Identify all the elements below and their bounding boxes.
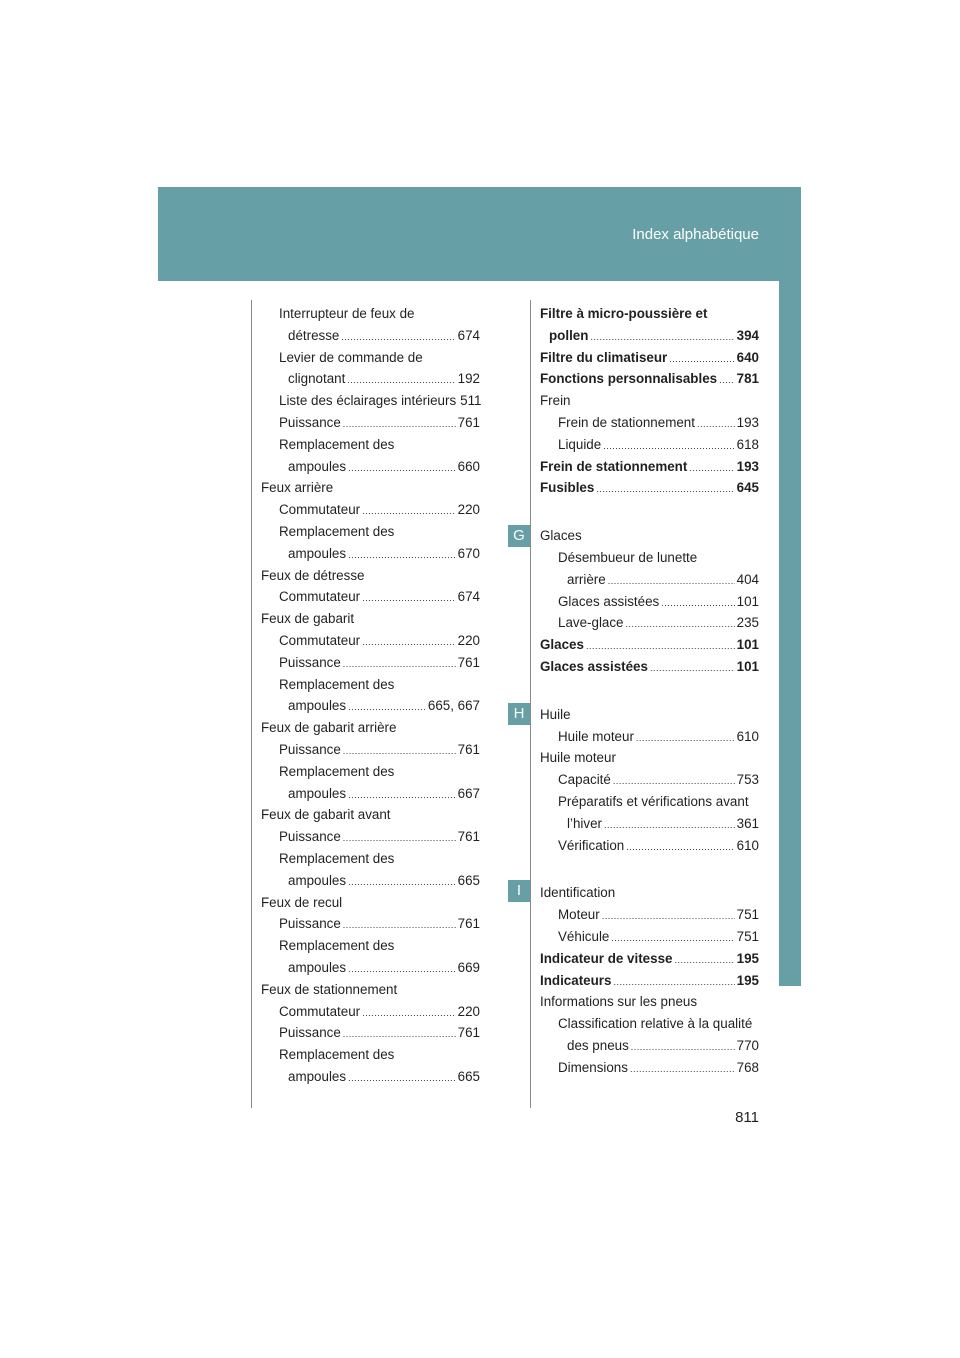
- index-entry: [540, 368, 759, 390]
- dot-leader: [343, 654, 456, 676]
- dot-leader: [586, 636, 735, 658]
- entry-page-ref[interactable]: 511: [460, 393, 482, 409]
- entry-page-ref[interactable]: 670: [457, 545, 480, 561]
- entry-page-ref[interactable]: 753: [736, 772, 759, 788]
- index-entry: Informations sur les pneus: [540, 994, 698, 1010]
- index-entry: Remplacement des: [279, 676, 395, 692]
- section-letter-h: H: [508, 703, 530, 725]
- index-group-i: [540, 882, 759, 1078]
- entry-page-ref[interactable]: 674: [457, 589, 480, 605]
- page-number: 811: [735, 1109, 759, 1126]
- entry-label: détresse: [288, 327, 340, 343]
- index-entry: [261, 412, 480, 434]
- entry-label: Frein de stationnement: [540, 458, 688, 474]
- dot-leader: [669, 349, 734, 371]
- dot-leader: [348, 872, 456, 894]
- left-index-column: [261, 303, 480, 1088]
- dot-leader: [650, 658, 735, 680]
- entry-page-ref[interactable]: 665, 667: [427, 698, 480, 714]
- dot-leader: [348, 697, 426, 719]
- entry-page-ref[interactable]: 235: [736, 615, 759, 631]
- dot-leader: [362, 1003, 456, 1025]
- index-entry: Feux de recul: [261, 894, 343, 910]
- entry-label: ampoules: [288, 545, 347, 561]
- index-entry: [540, 948, 759, 970]
- entry-page-ref[interactable]: 761: [457, 414, 480, 430]
- entry-label: ampoules: [288, 872, 347, 888]
- index-entry: Huile moteur: [540, 750, 616, 766]
- entry-page-ref[interactable]: 610: [736, 837, 759, 853]
- index-entry: [540, 1035, 759, 1057]
- index-entry: Remplacement des: [279, 938, 395, 954]
- entry-page-ref[interactable]: 768: [736, 1059, 759, 1075]
- entry-page-ref[interactable]: 193: [736, 414, 759, 430]
- index-entry: Remplacement des: [279, 763, 395, 779]
- dot-leader: [611, 928, 734, 950]
- entry-label: ampoules: [288, 959, 347, 975]
- entry-label: Glaces: [540, 637, 584, 653]
- dot-leader: [626, 837, 734, 859]
- entry-label: Fonctions personnalisables: [540, 371, 718, 387]
- dot-leader: [604, 815, 735, 837]
- index-entry: [261, 913, 480, 935]
- index-entry: Feux de gabarit arrière: [261, 720, 397, 736]
- dot-leader: [631, 1037, 735, 1059]
- dot-leader: [348, 785, 456, 807]
- entry-label: Lave-glace: [558, 615, 624, 631]
- dot-leader: [348, 545, 456, 567]
- index-entry: [540, 434, 759, 456]
- entry-label: des pneus: [567, 1037, 629, 1053]
- entry-page-ref[interactable]: 667: [457, 785, 480, 801]
- entry-page-ref[interactable]: 761: [457, 829, 480, 845]
- dot-leader: [343, 828, 456, 850]
- index-entry: Frein: [540, 393, 571, 409]
- dot-leader: [348, 1068, 456, 1090]
- dot-leader: [348, 458, 456, 480]
- entry-label: ampoules: [288, 698, 347, 714]
- dot-leader: [697, 414, 735, 436]
- entry-label: Puissance: [279, 1025, 341, 1041]
- index-entry: Remplacement des: [279, 850, 395, 866]
- index-entry: [540, 347, 759, 369]
- index-entry: [261, 390, 480, 412]
- dot-leader: [630, 1059, 735, 1081]
- index-entry: [261, 499, 480, 521]
- index-entry: [261, 652, 480, 674]
- dot-leader: [362, 588, 456, 610]
- index-entry: Feux arrière: [261, 480, 334, 496]
- dot-leader: [362, 632, 456, 654]
- index-entry: Préparatifs et vérifications avant: [558, 793, 749, 809]
- dot-leader: [602, 906, 735, 928]
- right-column-rule: [530, 300, 531, 1108]
- dot-leader: [661, 593, 734, 615]
- index-entry: [540, 970, 759, 992]
- index-entry: [540, 656, 759, 678]
- index-entry: Feux de détresse: [261, 567, 365, 583]
- index-entry: [540, 813, 759, 835]
- dot-leader: [348, 959, 456, 981]
- index-entry: [540, 591, 759, 613]
- index-entry: [261, 368, 480, 390]
- index-entry: [261, 957, 480, 979]
- entry-page-ref[interactable]: 674: [457, 327, 480, 343]
- index-entry: [261, 783, 480, 805]
- index-entry: [540, 634, 759, 656]
- entry-page-ref[interactable]: 761: [457, 916, 480, 932]
- dot-leader: [674, 950, 734, 972]
- entry-page-ref[interactable]: 761: [457, 741, 480, 757]
- entry-label: ampoules: [288, 458, 347, 474]
- entry-page-ref[interactable]: 665: [457, 872, 480, 888]
- dot-leader: [343, 915, 456, 937]
- entry-page-ref[interactable]: 610: [736, 728, 759, 744]
- entry-label: Indicateurs: [540, 972, 612, 988]
- entry-label: Puissance: [279, 414, 341, 430]
- entry-label: Capacité: [558, 772, 611, 788]
- index-entry: Remplacement des: [279, 1047, 395, 1063]
- index-entry: [261, 586, 480, 608]
- entry-label: Glaces assistées: [540, 658, 648, 674]
- dot-leader: [608, 571, 735, 593]
- entry-page-ref[interactable]: 770: [736, 1037, 759, 1053]
- index-entry: Interrupteur de feux de: [279, 306, 415, 321]
- entry-page-ref[interactable]: 101: [736, 593, 759, 609]
- index-entry: [261, 695, 480, 717]
- dot-leader: [719, 370, 735, 392]
- index-entry: [261, 325, 480, 347]
- entry-label: ampoules: [288, 1068, 347, 1084]
- dot-leader: [341, 327, 455, 349]
- entry-page-ref[interactable]: 669: [457, 959, 480, 975]
- entry-label: Fusibles: [540, 480, 595, 496]
- dot-leader: [343, 741, 456, 763]
- dot-leader: [613, 771, 735, 793]
- dot-leader: [626, 614, 735, 636]
- index-entry: [540, 926, 759, 948]
- entry-label: Commutateur: [279, 589, 361, 605]
- entry-page-ref[interactable]: 192: [457, 371, 480, 387]
- index-entry: [261, 870, 480, 892]
- entry-page-ref[interactable]: 618: [736, 436, 759, 452]
- entry-label: Moteur: [558, 907, 600, 923]
- index-group-g: [540, 525, 759, 678]
- entry-label: l’hiver: [567, 815, 602, 831]
- index-entry: Filtre à micro-poussière et: [540, 306, 708, 321]
- entry-label: Filtre du climatiseur: [540, 349, 668, 365]
- entry-label: Puissance: [279, 829, 341, 845]
- entry-page-ref[interactable]: 220: [457, 1003, 480, 1019]
- entry-page-ref[interactable]: 404: [736, 571, 759, 587]
- dot-leader: [596, 479, 734, 501]
- section-side-tab: [779, 281, 801, 986]
- entry-label: Indicateur de vitesse: [540, 950, 673, 966]
- dot-leader: [590, 327, 734, 349]
- dot-leader: [343, 1024, 456, 1046]
- entry-page-ref[interactable]: 665: [457, 1068, 480, 1084]
- entry-label: Puissance: [279, 916, 341, 932]
- entry-page-ref[interactable]: 761: [457, 1025, 480, 1041]
- index-entry: [540, 1057, 759, 1079]
- index-entry: [540, 456, 759, 478]
- index-entry: [261, 1001, 480, 1023]
- dot-leader: [343, 414, 456, 436]
- entry-page-ref[interactable]: 761: [457, 654, 480, 670]
- index-entry: Huile: [540, 706, 571, 722]
- dot-leader: [603, 436, 734, 458]
- entry-label: Véhicule: [558, 928, 610, 944]
- entry-page-ref[interactable]: 394: [736, 327, 759, 343]
- index-group-f: [540, 303, 759, 499]
- index-entry: Feux de stationnement: [261, 981, 398, 997]
- index-entry: [261, 456, 480, 478]
- entry-label: Glaces assistées: [558, 593, 660, 609]
- dot-leader: [613, 972, 734, 994]
- index-entry: Feux de gabarit: [261, 611, 355, 627]
- right-index-column: [540, 303, 759, 1079]
- dot-leader: [689, 458, 734, 480]
- entry-label: Commutateur: [279, 632, 361, 648]
- index-entry: Désembueur de lunette: [558, 549, 698, 565]
- index-entry: [261, 739, 480, 761]
- index-entry: [540, 477, 759, 499]
- dot-leader: [362, 501, 456, 523]
- index-entry: [540, 835, 759, 857]
- entry-page-ref[interactable]: 220: [457, 502, 480, 518]
- entry-page-ref[interactable]: 195: [736, 972, 759, 988]
- index-entry: Levier de commande de: [279, 349, 423, 365]
- index-entry: [261, 1066, 480, 1088]
- entry-page-ref[interactable]: 361: [736, 815, 759, 831]
- index-entry: Remplacement des: [279, 436, 395, 452]
- index-entry: Identification: [540, 885, 616, 901]
- entry-label: Huile moteur: [558, 728, 634, 744]
- entry-label: Liste des éclairages intérieurs: [279, 393, 457, 409]
- entry-label: Dimensions: [558, 1059, 628, 1075]
- index-entry: Remplacement des: [279, 523, 395, 539]
- entry-page-ref[interactable]: 751: [736, 907, 759, 923]
- index-entry: [261, 826, 480, 848]
- entry-page-ref[interactable]: 751: [736, 928, 759, 944]
- index-entry: [261, 1022, 480, 1044]
- index-entry: [261, 543, 480, 565]
- page-header-band: [158, 187, 801, 281]
- entry-label: Commutateur: [279, 1003, 361, 1019]
- section-letter-i: I: [508, 880, 530, 902]
- header-title: Index alphabétique: [632, 226, 759, 243]
- index-entry: [540, 325, 759, 347]
- entry-label: arrière: [567, 571, 606, 587]
- entry-label: Commutateur: [279, 502, 361, 518]
- entry-page-ref[interactable]: 101: [736, 658, 759, 674]
- entry-page-ref[interactable]: 193: [736, 458, 759, 474]
- entry-page-ref[interactable]: 645: [736, 480, 759, 496]
- entry-label: pollen: [549, 327, 589, 343]
- entry-label: Puissance: [279, 654, 341, 670]
- section-letter-g: G: [508, 525, 530, 547]
- entry-label: ampoules: [288, 785, 347, 801]
- entry-label: Liquide: [558, 436, 602, 452]
- entry-page-ref[interactable]: 640: [736, 349, 759, 365]
- entry-page-ref[interactable]: 660: [457, 458, 480, 474]
- entry-page-ref[interactable]: 220: [457, 632, 480, 648]
- dot-leader: [636, 728, 735, 750]
- index-entry: [540, 412, 759, 434]
- index-entry: [261, 630, 480, 652]
- entry-page-ref[interactable]: 781: [736, 371, 759, 387]
- index-entry: Classification relative à la qualité: [558, 1016, 753, 1032]
- index-entry: [540, 726, 759, 748]
- index-entry: [540, 612, 759, 634]
- entry-label: Frein de stationnement: [558, 414, 695, 430]
- index-entry: [540, 769, 759, 791]
- dot-leader: [347, 370, 455, 392]
- index-entry: Glaces: [540, 528, 582, 544]
- index-entry: Feux de gabarit avant: [261, 807, 391, 823]
- left-column-rule: [251, 300, 252, 1108]
- entry-label: clignotant: [288, 371, 346, 387]
- index-entry: [540, 569, 759, 591]
- index-group-h: [540, 704, 759, 857]
- entry-label: Vérification: [558, 837, 625, 853]
- entry-page-ref[interactable]: 195: [736, 950, 759, 966]
- index-entry: [540, 904, 759, 926]
- entry-label: Puissance: [279, 741, 341, 757]
- entry-page-ref[interactable]: 101: [736, 637, 759, 653]
